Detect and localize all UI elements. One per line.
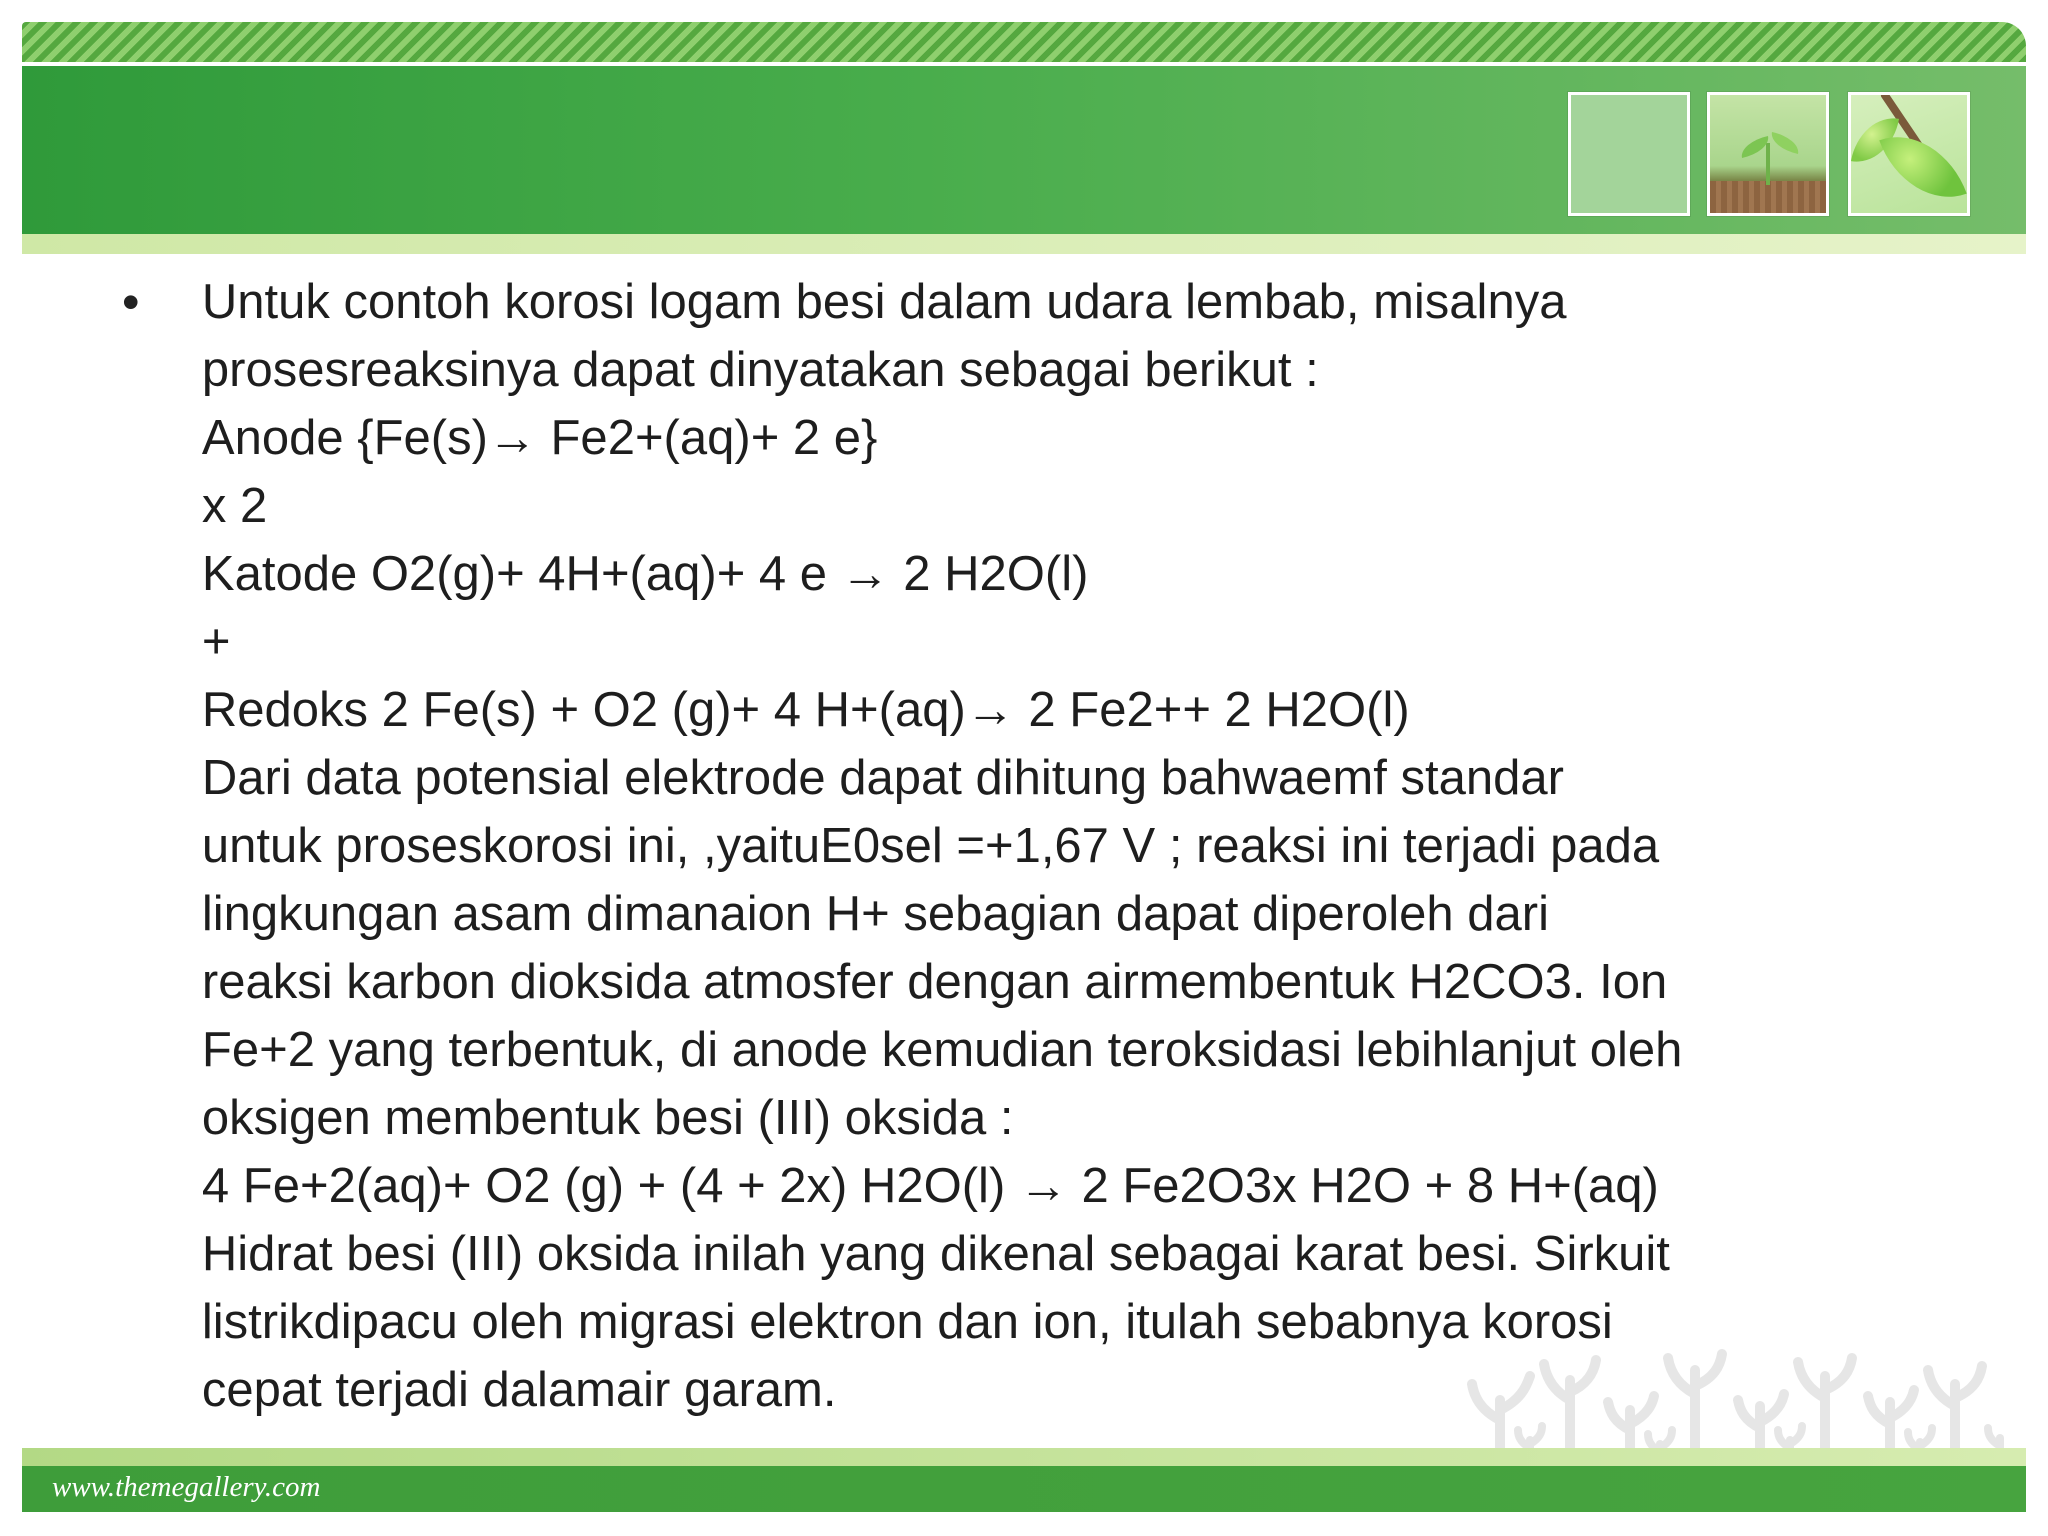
- body-line: Untuk contoh korosi logam besi dalam udara lembab, misalnya: [201, 275, 1567, 329]
- body-line: +: [201, 615, 231, 669]
- header-underline: [22, 234, 2026, 254]
- header-thumbnail-sprout: [1707, 92, 1829, 216]
- body-text: [202, 268, 1940, 1424]
- body-line: Hidrat besi (III) oksida inilah yang dikenal sebagai karat besi. Sirkuit: [201, 1227, 1670, 1281]
- body-line: 4 Fe+2(aq)+ O2 (g) + (4 + 2x) H2O(l) → 2 Fe2O3x H2O + 8 H+(aq): [201, 1159, 1659, 1213]
- header-thumbnail-plain: [1568, 92, 1690, 216]
- body-line: x 2: [201, 479, 268, 533]
- header-stripe: [22, 22, 2026, 62]
- bullet-marker: •: [122, 274, 140, 330]
- body-line: prosesreaksinya dapat dinyatakan sebagai berikut :: [201, 343, 1319, 397]
- footer-website: www.themegallery.com: [52, 1471, 321, 1503]
- body-line: Fe+2 yang terbentuk, di anode kemudian teroksidasi lebihlanjut oleh: [201, 1023, 1683, 1077]
- slide-body: [120, 268, 1940, 1424]
- body-line: Anode {Fe(s)→ Fe2+(aq)+ 2 e}: [201, 411, 878, 465]
- body-line: listrikdipacu oleh migrasi elektron dan ion, itulah sebabnya korosi: [201, 1295, 1613, 1349]
- sprout-leaf-right: [1769, 132, 1802, 154]
- sprout-stem: [1766, 143, 1770, 185]
- body-line: reaksi karbon dioksida atmosfer dengan airmembentuk H2CO3. Ion: [201, 955, 1668, 1009]
- body-line: untuk proseskorosi ini, ,yaituE0sel =+1,67 V ; reaksi ini terjadi pada: [201, 819, 1660, 873]
- header-thumbnail-leaf: [1848, 92, 1970, 216]
- body-line: cepat terjadi dalamair garam.: [201, 1363, 837, 1417]
- footer-bar: [22, 1466, 2026, 1512]
- body-line: Redoks 2 Fe(s) + O2 (g)+ 4 H+(aq)→ 2 Fe2++ 2 H2O(l): [201, 683, 1410, 737]
- body-line: oksigen membentuk besi (III) oksida :: [201, 1091, 1014, 1145]
- body-line: Katode O2(g)+ 4H+(aq)+ 4 e → 2 H2O(l): [201, 547, 1089, 601]
- body-line: Dari data potensial elektrode dapat dihitung bahwaemf standar: [201, 751, 1564, 805]
- soil-shape: [1710, 181, 1826, 213]
- body-line: lingkungan asam dimanaion H+ sebagian dapat diperoleh dari: [201, 887, 1549, 941]
